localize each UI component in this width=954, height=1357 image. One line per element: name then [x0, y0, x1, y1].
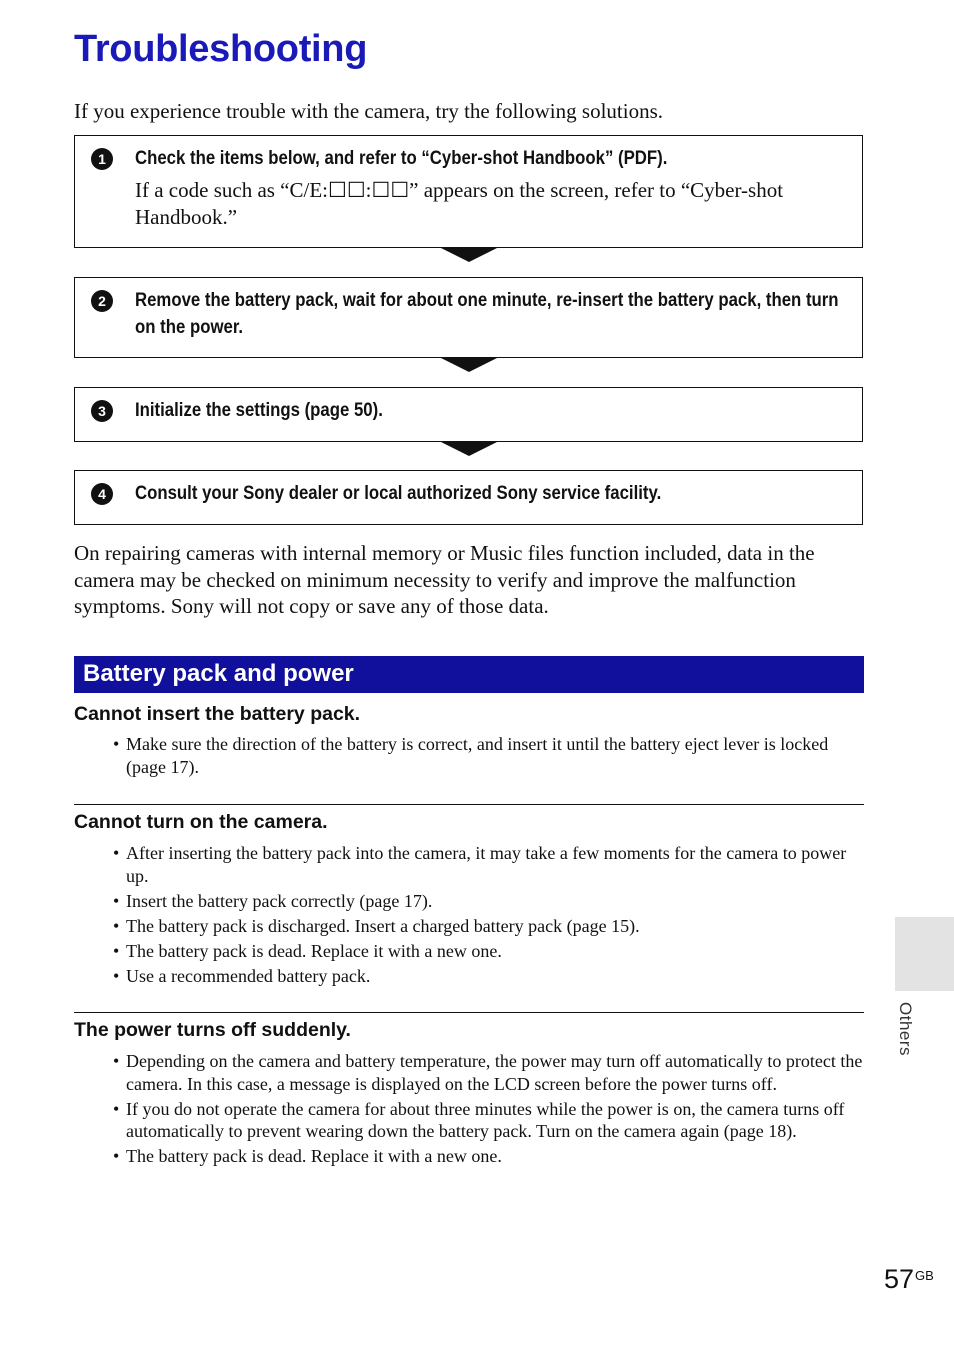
- step-heading: Consult your Sony dealer or local authorized Sony service facility.: [135, 482, 662, 504]
- list-item: • Use a recommended battery pack.: [113, 965, 863, 988]
- list-item: • After inserting the battery pack into the camera, it may take a few moments for the camera to power up.: [113, 842, 863, 887]
- step-box-2: [74, 277, 863, 358]
- step-number-badge: 4: [91, 483, 113, 505]
- chapter-tab[interactable]: [895, 917, 954, 991]
- problem-title: Cannot turn on the camera.: [74, 811, 328, 833]
- list-item: • Depending on the camera and battery temperature, the power may turn off automatically to protect the camera. In this case, a message is displayed on the LCD screen before the power turns off.: [113, 1050, 863, 1095]
- step-box-3: [74, 387, 863, 442]
- list-item: • The battery pack is dead. Replace it with a new one.: [113, 940, 863, 963]
- solution-list: [113, 1050, 863, 1170]
- flow-arrow-icon: [441, 358, 497, 372]
- list-item: • If you do not operate the camera for about three minutes while the power is on, the camera turns off automatically to prevent wearing down the battery pack. Turn on the camera again (page 18).: [113, 1098, 863, 1143]
- step-detail: If a code such as “C/E:☐☐:☐☐” appears on the screen, refer to “Cyber-shot Handbook.”: [135, 178, 784, 229]
- problem-title: Cannot insert the battery pack.: [74, 703, 361, 725]
- chapter-tab-label: Others: [896, 1002, 915, 1057]
- problem-title: The power turns off suddenly.: [74, 1019, 351, 1041]
- page-number: [884, 1264, 934, 1295]
- list-item: • The battery pack is discharged. Insert a charged battery pack (page 15).: [113, 915, 863, 938]
- page-title: Troubleshooting: [74, 28, 368, 70]
- step-box-4: [74, 470, 863, 525]
- repair-note: On repairing cameras with internal memory or Music files function included, data in the camera may be checked on minimum necessity to verify and improve the malfunction symptoms. Sony will not copy or save any of those data.: [74, 541, 815, 618]
- step-number-badge: 1: [91, 148, 113, 170]
- step-number-badge: 3: [91, 400, 113, 422]
- step-box-1: [74, 135, 863, 248]
- divider: [74, 1012, 864, 1013]
- page-number-value: 57: [884, 1264, 915, 1294]
- step-heading: Check the items below, and refer to “Cyber-shot Handbook” (PDF).: [135, 147, 668, 169]
- solution-list: [113, 733, 863, 781]
- page-number-suffix: GB: [915, 1268, 934, 1283]
- list-item: • Insert the battery pack correctly (page 17).: [113, 890, 863, 913]
- section-heading: Battery pack and power: [74, 656, 864, 693]
- list-item: • Make sure the direction of the battery is correct, and insert it until the battery eject lever is locked (page 17).: [113, 733, 863, 778]
- intro-text: If you experience trouble with the camera, try the following solutions.: [74, 99, 663, 123]
- divider: [74, 804, 864, 805]
- step-number-badge: 2: [91, 290, 113, 312]
- solution-list: [113, 842, 863, 990]
- step-heading: Initialize the settings (page 50).: [135, 399, 383, 421]
- flow-arrow-icon: [441, 442, 497, 456]
- step-heading: Remove the battery pack, wait for about one minute, re-insert the battery pack, then turn on the power.: [135, 289, 839, 338]
- list-item: • The battery pack is dead. Replace it with a new one.: [113, 1145, 863, 1168]
- flow-arrow-icon: [441, 248, 497, 262]
